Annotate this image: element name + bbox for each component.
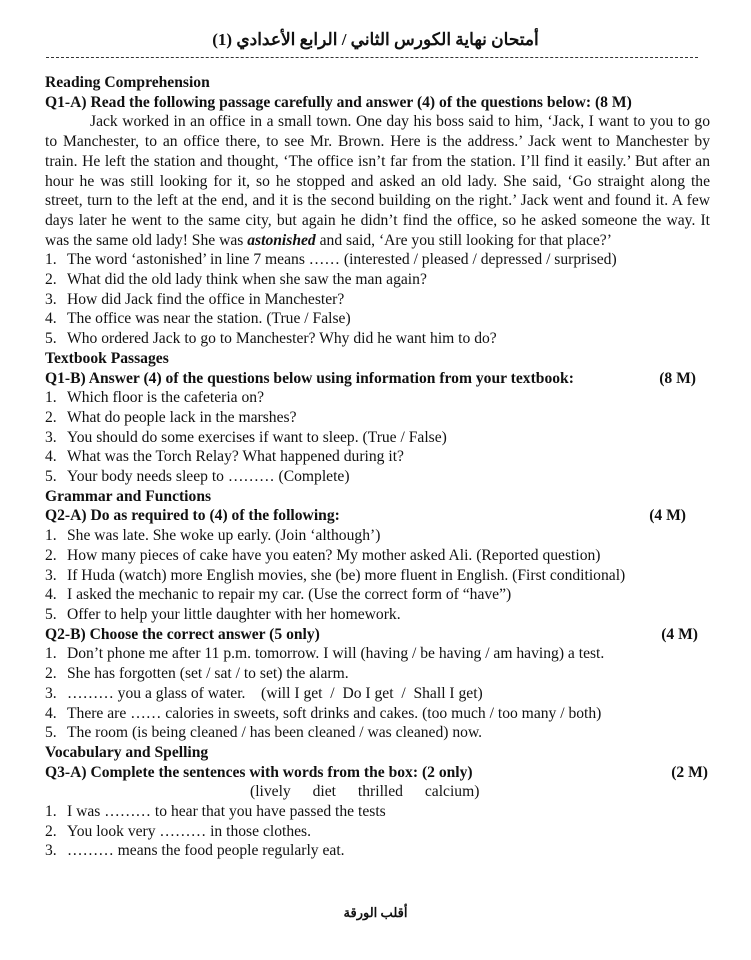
word-box-item: thrilled bbox=[357, 783, 403, 801]
passage-text: Jack worked in an office in a small town. One day his boss said to him, ‘Jack, I want to you to go to Manchester, to an office there, to see Mr. Brown. Here is the address.’ Jack went to Manchester by train. He left the station and thought, ‘The office isn’t far from the station. I’ll find it easily.’ But after an hour he was still looking for it, so he stopped and asked an old lady. She said, ‘Go straight along the street, turn to the left at the end, and it is the second building on the right.’ Jack went and found it. A few days later he went to the same city, but again he didn’t find the office, so he asked someone the way. It was the same old lady! She was bbox=[45, 113, 710, 249]
q2a-list bbox=[45, 526, 710, 625]
list-item: 1. She was late. She woke up early. (Join ‘although’) bbox=[45, 527, 381, 545]
q3a-heading: Q3-A) Complete the sentences with words from the box: (2 only) bbox=[45, 763, 473, 781]
q3a-heading-row bbox=[45, 763, 710, 783]
word-box-open: (lively bbox=[250, 783, 291, 801]
passage-text-end: and said, ‘Are you still looking for that place?’ bbox=[319, 231, 612, 249]
list-item: 3. You should do some exercises if want to sleep. (True / False) bbox=[45, 428, 447, 446]
section-reading: Reading Comprehension bbox=[45, 74, 210, 91]
list-item: 5. Your body needs sleep to ……… (Complete) bbox=[45, 468, 350, 486]
passage-emphasis: astonished bbox=[247, 231, 316, 249]
header-divider bbox=[46, 57, 698, 58]
q1a-list bbox=[45, 250, 710, 349]
reading-passage bbox=[45, 112, 710, 250]
list-item: 2. What do people lack in the marshes? bbox=[45, 408, 297, 426]
word-box-close: calcium) bbox=[424, 783, 480, 801]
q1b-marks: (8 M) bbox=[659, 369, 696, 387]
q2b-heading-row bbox=[45, 625, 710, 645]
list-item: 1. Which floor is the cafeteria on? bbox=[45, 389, 264, 407]
list-item: 1. The word ‘astonished’ in line 7 means …… (interested / pleased / depressed / surprised) bbox=[45, 251, 617, 269]
list-item: 4. I asked the mechanic to repair my car. (Use the correct form of “have”) bbox=[45, 586, 512, 604]
q2b-marks: (4 M) bbox=[661, 625, 698, 643]
list-item: 5. The room (is being cleaned / has been cleaned / was cleaned) now. bbox=[45, 724, 483, 742]
word-box-item: diet bbox=[312, 783, 337, 801]
list-item: 3. ……… means the food people regularly eat. bbox=[45, 842, 345, 860]
list-item: 4. The office was near the station. (True / False) bbox=[45, 310, 351, 328]
list-item: 5. Offer to help your little daughter with her homework. bbox=[45, 605, 401, 623]
list-item: 2. She has forgotten (set / sat / to set) the alarm. bbox=[45, 665, 349, 683]
q1a-heading: Q1-A) Read the following passage carefully and answer (4) of the questions below: (8 M) bbox=[45, 93, 632, 111]
list-item: 2. You look very ……… in those clothes. bbox=[45, 822, 312, 840]
q1b-list bbox=[45, 388, 710, 487]
q3a-list bbox=[45, 802, 710, 861]
list-item: 4. There are …… calories in sweets, soft drinks and cakes. (too much / too many / both) bbox=[45, 704, 602, 722]
exam-content bbox=[45, 73, 710, 861]
list-item: 4. What was the Torch Relay? What happened during it? bbox=[45, 448, 404, 466]
list-item: 5. Who ordered Jack to go to Manchester? Why did he want him to do? bbox=[45, 330, 497, 348]
section-vocab: Vocabulary and Spelling bbox=[45, 743, 209, 761]
q1b-heading: Q1-B) Answer (4) of the questions below using information from your textbook: bbox=[45, 369, 574, 387]
q1b-heading-row bbox=[45, 369, 710, 389]
list-item: 3. If Huda (watch) more English movies, she (be) more fluent in English. (First conditional) bbox=[45, 566, 626, 584]
list-item: 1. Don’t phone me after 11 p.m. tomorrow. I will (having / be having / am having) a test. bbox=[45, 645, 605, 663]
word-box bbox=[45, 782, 710, 802]
q2a-marks: (4 M) bbox=[649, 507, 686, 525]
q3a-marks: (2 M) bbox=[671, 763, 708, 781]
q2a-heading-row bbox=[45, 506, 710, 526]
list-item: 2. How many pieces of cake have you eaten? My mother asked Ali. (Reported question) bbox=[45, 546, 601, 564]
section-grammar: Grammar and Functions bbox=[45, 487, 212, 505]
q2a-heading: Q2-A) Do as required to (4) of the following: bbox=[45, 507, 340, 525]
q2b-list bbox=[45, 644, 710, 743]
q2b-heading: Q2-B) Choose the correct answer (5 only) bbox=[45, 625, 320, 643]
exam-title: أمتحان نهاية الكورس الثاني / الرابع الأعدادي (1) bbox=[212, 30, 539, 49]
list-item: 3. How did Jack find the office in Manchester? bbox=[45, 290, 345, 308]
turn-page-note: أقلب الورقة bbox=[343, 905, 408, 920]
section-textbook: Textbook Passages bbox=[45, 349, 169, 367]
list-item: 3. ……… you a glass of water. (will I get / Do I get / Shall I get) bbox=[45, 684, 483, 702]
list-item: 1. I was ……… to hear that you have passed the tests bbox=[45, 803, 386, 821]
list-item: 2. What did the old lady think when she saw the man again? bbox=[45, 271, 427, 289]
